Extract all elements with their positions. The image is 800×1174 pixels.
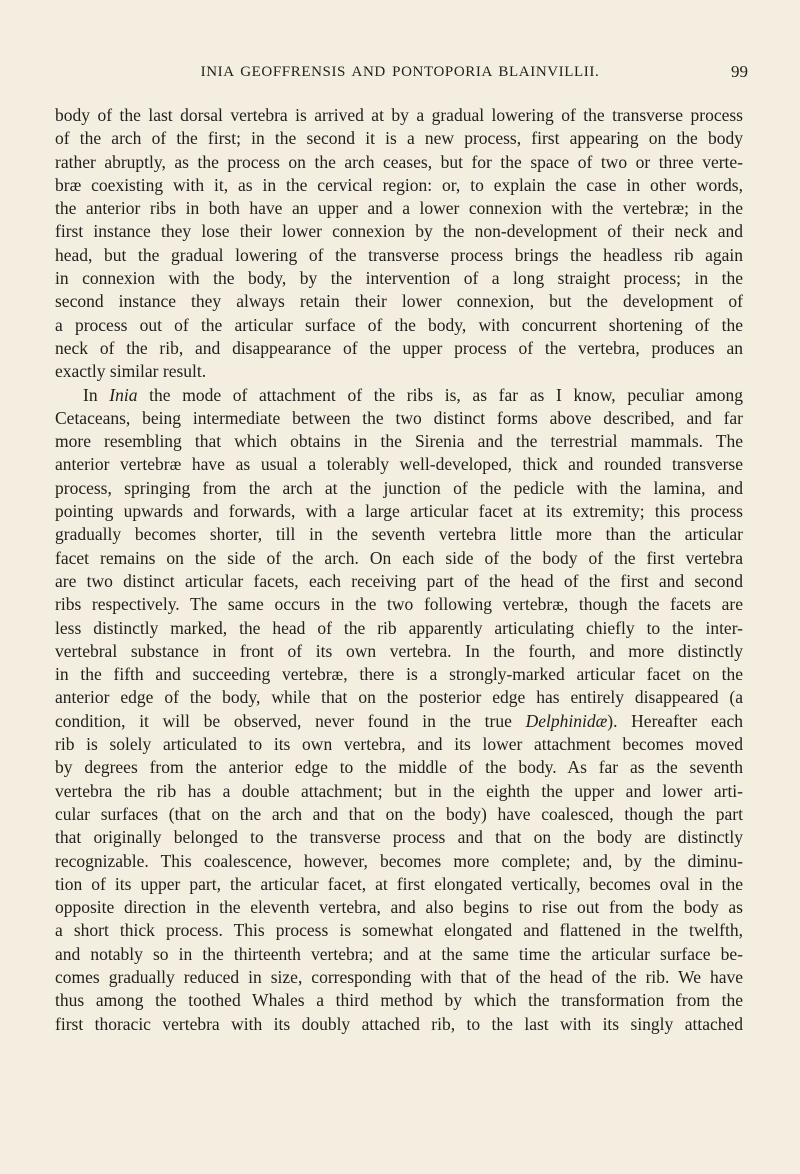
text-line: Cetaceans, being intermediate between the two distinct forms above described, and far — [55, 407, 743, 428]
genus-name-inia: Inia — [109, 384, 138, 405]
text-line: condition, it will be observed, never found in the true Delphinidæ). Hereafter each — [55, 710, 743, 731]
text-line: the anterior ribs in both have an upper and a lower connexion with the vertebræ; in the — [55, 198, 743, 219]
text-line: rib is solely articulated to its own vertebra, and its lower attachment becomes moved — [55, 734, 743, 755]
text-line: a short thick process. This process is somewhat elongated and flattened in the twelfth, — [55, 920, 743, 941]
text-line: that originally belonged to the transverse process and that on the body are distinctly — [55, 827, 743, 848]
text-line: body of the last dorsal vertebra is arrived at by a gradual lowering of the transverse process — [55, 105, 743, 125]
text-line: more resembling that which obtains in the Sirenia and the terrestrial mammals. The — [55, 431, 743, 452]
text-line: by degrees from the anterior edge to the middle of the body. As far as the seventh — [55, 757, 743, 778]
text-line: facet remains on the side of the arch. On each side of the body of the first vertebra — [55, 547, 743, 568]
text-line: cular surfaces (that on the arch and that on the body) have coalesced, though the part — [55, 803, 743, 824]
text-line: of the arch of the first; in the second it is a new process, first appearing on the body — [55, 128, 743, 149]
text-line: are two distinct articular facets, each receiving part of the head of the first and second — [55, 570, 743, 591]
text-line: tion of its upper part, the articular facet, at first elongated vertically, becomes oval in the — [55, 873, 743, 894]
text-line: a process out of the articular surface of the body, with concurrent shortening of the — [55, 314, 743, 335]
text-line: comes gradually reduced in size, corresponding with that of the head of the rib. We have — [55, 966, 743, 987]
text-line: vertebra the rib has a double attachment; but in the eighth the upper and lower arti- — [55, 780, 743, 801]
paragraph-2 — [55, 384, 743, 1036]
text-line: anterior vertebræ have as usual a tolerably well-developed, thick and rounded transverse — [55, 454, 743, 475]
text-line: vertebral substance in front of its own vertebra. In the fourth, and more distinctly — [55, 640, 743, 661]
text-line: head, but the gradual lowering of the transverse process brings the headless rib again — [55, 244, 743, 265]
text-line: in connexion with the body, by the intervention of a long straight process; in the — [55, 268, 743, 289]
text-line: rather abruptly, as the process on the arch ceases, but for the space of two or three verte- — [55, 151, 743, 172]
text-line: second instance they always retain their lower connexion, but the development of — [55, 291, 743, 312]
text-line: gradually becomes shorter, till in the seventh vertebra little more than the articular — [55, 524, 743, 545]
text-line: opposite direction in the eleventh vertebra, and also begins to rise out from the body as — [55, 897, 743, 918]
body-text — [55, 104, 743, 1036]
text-line: ribs respectively. The same occurs in the two following vertebræ, though the facets are — [55, 594, 743, 615]
text-line: and notably so in the thirteenth vertebra; and at the same time the articular surface be- — [55, 943, 743, 964]
text-line: exactly similar result. — [55, 361, 207, 382]
text-line: first instance they lose their lower connexion by the non-development of their neck and — [55, 221, 743, 242]
text-line: first thoracic vertebra with its doubly attached rib, to the last with its singly attached — [55, 1013, 743, 1034]
running-title: INIA GEOFFRENSIS AND PONTOPORIA BLAINVILLII. — [200, 64, 600, 80]
paragraph-1 — [55, 104, 743, 384]
page-number: 99 — [731, 62, 748, 81]
family-name-delphinidae: Delphinidæ — [525, 710, 608, 731]
text-line: thus among the toothed Whales a third method by which the transformation from the — [55, 990, 743, 1011]
text-line: anterior edge of the body, while that on the posterior edge has entirely disappeared (a — [55, 687, 743, 708]
text-line: neck of the rib, and disappearance of the upper process of the vertebra, produces an — [55, 337, 743, 358]
text-line: less distinctly marked, the head of the rib apparently articulating chiefly to the inter- — [55, 617, 743, 638]
text-line: In Inia the mode of attachment of the ribs is, as far as I know, peculiar among — [83, 384, 744, 405]
text-line: recognizable. This coalescence, however, becomes more complete; and, by the diminu- — [55, 850, 743, 871]
text-line: in the fifth and succeeding vertebræ, there is a strongly-marked articular facet on the — [55, 664, 743, 685]
text-line: process, springing from the arch at the junction of the pedicle with the lamina, and — [55, 477, 743, 498]
text-line: bræ coexisting with it, as in the cervical region: or, to explain the case in other words, — [55, 174, 743, 195]
running-head — [52, 60, 748, 84]
text-line: pointing upwards and forwards, with a large articular facet at its extremity; this process — [55, 501, 743, 522]
